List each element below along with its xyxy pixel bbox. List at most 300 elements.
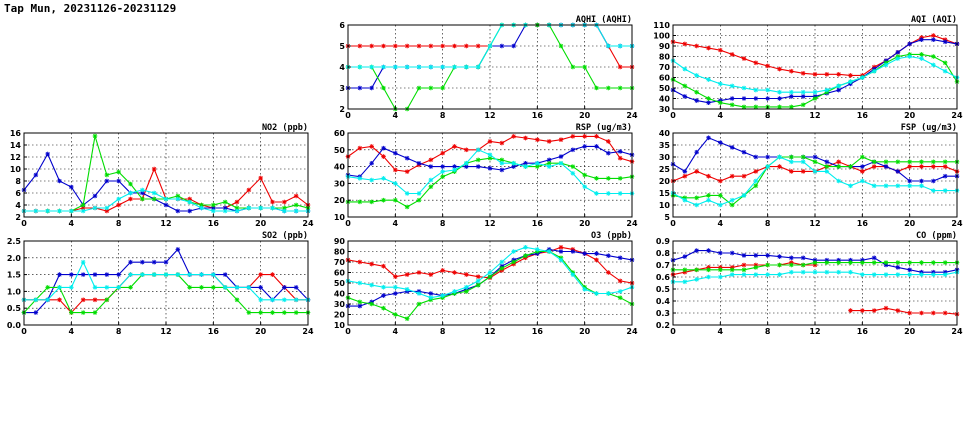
data-point-blue (369, 86, 374, 91)
data-point-blue (128, 260, 133, 265)
data-point-blue (907, 179, 912, 184)
data-point-red (57, 298, 62, 303)
data-point-red (358, 44, 363, 49)
data-point-cyan (896, 56, 901, 61)
data-point-cyan (706, 198, 711, 203)
y-tick-label: 0.6 (655, 273, 670, 282)
x-tick-label: 0 (670, 219, 676, 228)
y-tick-label: 80 (658, 52, 670, 62)
data-point-cyan (907, 54, 912, 59)
data-point-red (405, 272, 410, 277)
data-point-red (405, 169, 410, 174)
data-point-red (417, 44, 422, 49)
chart-no2 (10, 123, 314, 228)
y-tick-label: 0.7 (655, 261, 670, 270)
data-point-green (128, 182, 133, 187)
data-point-blue (559, 249, 564, 254)
data-point-blue (896, 50, 901, 55)
data-point-green (152, 197, 157, 202)
y-tick-label: 10 (333, 213, 345, 222)
data-point-red (896, 308, 901, 313)
data-point-cyan (452, 289, 457, 294)
data-point-cyan (683, 280, 688, 285)
data-point-blue (694, 248, 699, 253)
data-point-red (582, 134, 587, 139)
x-tick-label: 24 (302, 327, 314, 336)
data-point-cyan (488, 153, 493, 158)
data-point-green (919, 52, 924, 57)
data-point-green (440, 174, 445, 179)
y-tick-label: 50 (658, 84, 670, 93)
data-point-cyan (223, 285, 228, 290)
data-point-cyan (777, 272, 782, 277)
data-point-cyan (369, 65, 374, 70)
data-point-cyan (294, 298, 299, 303)
data-point-green (211, 285, 216, 290)
data-point-blue (381, 293, 386, 298)
data-point-green (369, 302, 374, 307)
data-point-cyan (801, 160, 806, 165)
y-tick-label: 8 (15, 177, 21, 186)
data-point-green (393, 312, 398, 317)
data-point-blue (718, 140, 723, 145)
data-point-blue (358, 86, 363, 91)
y-tick-label: 3 (339, 84, 345, 93)
data-point-green (801, 103, 806, 108)
data-point-red (848, 73, 853, 78)
data-point-red (754, 61, 759, 66)
data-point-blue (393, 151, 398, 156)
data-point-green (872, 260, 877, 265)
data-point-cyan (730, 272, 735, 277)
y-tick-label: 10 (9, 165, 21, 174)
data-point-green (45, 285, 50, 290)
data-point-red (452, 270, 457, 275)
y-tick-label: 16 (9, 129, 21, 138)
data-point-cyan (45, 298, 50, 303)
y-tick-label: 0.8 (655, 249, 670, 258)
x-tick-label: 16 (207, 327, 219, 336)
data-point-cyan (476, 148, 481, 153)
data-point-blue (765, 155, 770, 160)
data-point-green (742, 268, 747, 273)
data-point-cyan (116, 197, 121, 202)
data-point-cyan (405, 65, 410, 70)
data-point-red (683, 42, 688, 47)
data-point-green (476, 283, 481, 288)
y-tick-label: 30 (658, 153, 670, 162)
data-point-blue (358, 304, 363, 309)
x-tick-label: 16 (207, 219, 219, 228)
y-tick-label: 90 (658, 42, 670, 51)
data-point-cyan (187, 272, 192, 277)
chart-rsp (334, 123, 638, 228)
data-point-red (931, 164, 936, 169)
y-tick-label: 2.0 (6, 253, 21, 263)
data-point-green (896, 160, 901, 165)
data-point-red (884, 306, 889, 311)
data-point-cyan (57, 209, 62, 214)
data-point-blue (440, 164, 445, 169)
data-point-cyan (429, 178, 434, 183)
chart-fsp (659, 123, 963, 228)
data-point-blue (500, 44, 505, 49)
y-tick-label: 2 (339, 105, 345, 114)
data-point-cyan (511, 249, 516, 254)
data-point-blue (765, 96, 770, 101)
data-point-green (405, 205, 410, 210)
data-point-red (825, 72, 830, 77)
data-point-cyan (199, 272, 204, 277)
data-point-red (369, 44, 374, 49)
data-point-cyan (128, 272, 133, 277)
data-point-red (730, 174, 735, 179)
data-point-blue (223, 272, 228, 277)
data-point-cyan (618, 289, 623, 294)
data-point-cyan (417, 291, 422, 296)
data-point-blue (381, 146, 386, 151)
x-tick-label: 16 (856, 219, 868, 228)
data-point-cyan (943, 188, 948, 193)
data-point-cyan (34, 298, 39, 303)
data-point-green (559, 44, 564, 49)
data-point-green (943, 61, 948, 66)
data-point-green (69, 310, 74, 315)
data-point-cyan (235, 209, 240, 214)
data-point-cyan (848, 79, 853, 84)
data-point-cyan (606, 191, 611, 196)
data-point-blue (429, 164, 434, 169)
data-point-blue (718, 251, 723, 256)
data-point-cyan (919, 56, 924, 61)
data-point-cyan (582, 184, 587, 189)
data-point-cyan (765, 88, 770, 93)
data-point-blue (742, 253, 747, 258)
data-point-red (919, 311, 924, 316)
x-tick-label: 20 (579, 219, 591, 228)
data-point-green (765, 263, 770, 268)
data-point-cyan (694, 203, 699, 208)
data-point-green (358, 200, 363, 205)
data-point-cyan (896, 272, 901, 277)
data-point-blue (429, 291, 434, 296)
data-point-green (417, 86, 422, 91)
data-point-red (369, 262, 374, 267)
data-point-cyan (358, 65, 363, 70)
data-point-cyan (836, 270, 841, 275)
data-point-red (618, 156, 623, 161)
data-point-red (476, 44, 481, 49)
data-point-cyan (742, 272, 747, 277)
x-tick-label: 4 (68, 219, 75, 228)
data-point-red (417, 270, 422, 275)
x-tick-label: 4 (717, 219, 724, 228)
y-tick-label: 40 (658, 129, 670, 138)
data-point-red (872, 308, 877, 313)
data-point-cyan (777, 90, 782, 95)
data-point-cyan (730, 84, 735, 89)
data-point-cyan (128, 191, 133, 196)
data-point-blue (571, 249, 576, 254)
data-point-cyan (500, 260, 505, 265)
data-point-cyan (488, 44, 493, 49)
data-point-cyan (825, 169, 830, 174)
data-point-blue (754, 96, 759, 101)
y-tick-label: 40 (333, 162, 345, 172)
data-point-cyan (358, 281, 363, 286)
data-point-cyan (93, 206, 98, 211)
data-point-cyan (836, 179, 841, 184)
data-point-green (884, 160, 889, 165)
data-point-blue (765, 253, 770, 258)
data-point-green (683, 268, 688, 273)
x-tick-label: 20 (904, 219, 916, 228)
data-point-green (618, 86, 623, 91)
data-point-cyan (164, 272, 169, 277)
data-point-cyan (393, 285, 398, 290)
data-point-cyan (860, 179, 865, 184)
x-tick-label: 4 (392, 111, 399, 120)
data-point-green (931, 260, 936, 265)
chart-title: RSP (ug/m3) (575, 123, 632, 133)
data-point-cyan (559, 258, 564, 263)
data-point-cyan (789, 270, 794, 275)
data-point-blue (931, 179, 936, 184)
data-point-green (730, 203, 735, 208)
data-point-cyan (164, 197, 169, 202)
data-point-green (93, 310, 98, 315)
data-point-red (440, 44, 445, 49)
chart-aqi (653, 15, 963, 120)
data-point-cyan (884, 63, 889, 68)
data-point-blue (694, 98, 699, 103)
data-point-blue (45, 152, 50, 157)
data-point-cyan (381, 65, 386, 70)
data-point-blue (836, 88, 841, 93)
data-point-cyan (683, 198, 688, 203)
data-point-cyan (152, 272, 157, 277)
data-point-blue (571, 148, 576, 153)
data-point-blue (164, 260, 169, 265)
data-point-cyan (754, 272, 759, 277)
data-point-cyan (836, 84, 841, 89)
data-point-cyan (919, 184, 924, 189)
data-point-cyan (718, 82, 723, 87)
data-point-cyan (405, 287, 410, 292)
data-point-cyan (907, 184, 912, 189)
data-point-cyan (187, 200, 192, 205)
data-point-cyan (547, 249, 552, 254)
data-point-cyan (535, 247, 540, 252)
data-point-cyan (247, 285, 252, 290)
data-point-blue (706, 100, 711, 105)
data-point-blue (683, 254, 688, 259)
data-point-blue (618, 149, 623, 154)
data-point-blue (116, 179, 121, 184)
data-point-red (152, 167, 157, 172)
data-point-red (730, 52, 735, 57)
data-point-green (931, 54, 936, 59)
data-point-red (872, 164, 877, 169)
data-point-cyan (464, 161, 469, 166)
data-point-green (801, 263, 806, 268)
data-point-cyan (270, 298, 275, 303)
data-point-green (718, 100, 723, 105)
data-point-green (440, 86, 445, 91)
data-point-cyan (825, 270, 830, 275)
chart-title: SO2 (ppb) (261, 231, 308, 241)
data-point-cyan (369, 178, 374, 183)
data-point-cyan (872, 272, 877, 277)
data-point-green (919, 160, 924, 165)
data-point-red (559, 245, 564, 250)
data-point-green (81, 203, 86, 208)
y-tick-label: 30 (658, 105, 670, 114)
x-tick-label: 16 (531, 219, 543, 228)
data-point-cyan (69, 285, 74, 290)
data-point-red (943, 164, 948, 169)
data-point-green (801, 155, 806, 160)
data-point-green (93, 134, 98, 139)
data-point-cyan (417, 65, 422, 70)
data-point-cyan (765, 272, 770, 277)
data-point-red (801, 169, 806, 174)
data-point-green (523, 253, 528, 258)
data-point-red (440, 151, 445, 156)
data-point-cyan (718, 203, 723, 208)
y-tick-label: 14 (9, 141, 21, 150)
data-point-blue (34, 310, 39, 315)
x-tick-label: 20 (255, 219, 267, 228)
data-point-cyan (789, 160, 794, 165)
data-point-green (943, 160, 948, 165)
data-point-green (105, 173, 110, 178)
data-point-green (116, 170, 121, 175)
data-point-blue (152, 260, 157, 265)
x-tick-label: 12 (809, 219, 821, 228)
data-point-cyan (282, 298, 287, 303)
x-tick-label: 4 (68, 327, 75, 336)
chart-aqhi (339, 15, 638, 120)
y-tick-label: 30 (333, 300, 345, 309)
data-point-blue (860, 164, 865, 169)
y-tick-label: 6 (339, 21, 345, 30)
data-point-blue (943, 174, 948, 179)
data-point-cyan (511, 161, 516, 166)
y-tick-label: 60 (333, 129, 345, 138)
data-point-red (440, 268, 445, 273)
data-point-cyan (417, 191, 422, 196)
data-point-cyan (429, 295, 434, 300)
y-tick-label: 2.5 (6, 237, 21, 246)
data-point-red (464, 272, 469, 277)
data-point-cyan (464, 285, 469, 290)
x-tick-label: 12 (484, 327, 496, 336)
data-point-cyan (618, 44, 623, 49)
data-point-red (523, 136, 528, 141)
data-point-green (488, 274, 493, 279)
data-point-red (606, 270, 611, 275)
data-point-blue (93, 194, 98, 199)
y-tick-label: 70 (333, 258, 345, 267)
data-point-blue (176, 247, 181, 252)
x-tick-label: 8 (764, 219, 771, 228)
data-point-cyan (931, 188, 936, 193)
data-point-cyan (93, 285, 98, 290)
data-point-blue (789, 256, 794, 261)
data-point-green (706, 193, 711, 198)
data-point-blue (919, 179, 924, 184)
data-point-blue (683, 169, 688, 174)
x-tick-label: 8 (439, 219, 446, 228)
data-point-green (417, 198, 422, 203)
data-point-red (683, 174, 688, 179)
data-point-red (381, 44, 386, 49)
data-point-green (140, 197, 145, 202)
data-point-cyan (369, 283, 374, 288)
data-point-blue (582, 144, 587, 149)
data-point-cyan (547, 164, 552, 169)
data-point-blue (742, 96, 747, 101)
data-point-cyan (464, 65, 469, 70)
data-point-blue (742, 150, 747, 155)
data-point-cyan (440, 293, 445, 298)
data-point-cyan (270, 206, 275, 211)
data-point-red (405, 44, 410, 49)
data-point-green (582, 173, 587, 178)
data-point-green (825, 260, 830, 265)
data-point-green (836, 260, 841, 265)
data-point-cyan (176, 272, 181, 277)
data-point-green (943, 260, 948, 265)
chart-title: AQI (AQI) (910, 15, 957, 25)
data-point-red (860, 169, 865, 174)
data-point-blue (706, 248, 711, 253)
data-point-cyan (825, 88, 830, 93)
data-point-red (429, 272, 434, 277)
data-point-green (931, 160, 936, 165)
data-point-green (294, 203, 299, 208)
y-tick-label: 5 (339, 42, 345, 51)
data-point-green (270, 310, 275, 315)
data-point-green (594, 176, 599, 181)
data-point-red (789, 169, 794, 174)
data-point-blue (81, 272, 86, 277)
y-tick-label: 40 (333, 289, 345, 299)
data-point-cyan (81, 209, 86, 214)
data-point-blue (618, 256, 623, 261)
data-point-cyan (69, 209, 74, 214)
data-point-cyan (848, 270, 853, 275)
data-point-red (511, 134, 516, 139)
data-point-green (417, 302, 422, 307)
data-point-cyan (919, 272, 924, 277)
data-point-blue (884, 164, 889, 169)
y-tick-label: 20 (658, 177, 670, 186)
y-tick-label: 0.3 (655, 309, 670, 318)
data-point-blue (69, 185, 74, 190)
data-point-blue (93, 272, 98, 277)
data-point-blue (777, 254, 782, 259)
data-point-cyan (358, 176, 363, 181)
data-point-blue (931, 37, 936, 42)
data-point-green (813, 160, 818, 165)
y-tick-label: 90 (333, 237, 345, 246)
x-tick-label: 4 (717, 111, 724, 120)
data-point-red (358, 260, 363, 265)
data-point-cyan (34, 209, 39, 214)
data-point-cyan (718, 275, 723, 280)
